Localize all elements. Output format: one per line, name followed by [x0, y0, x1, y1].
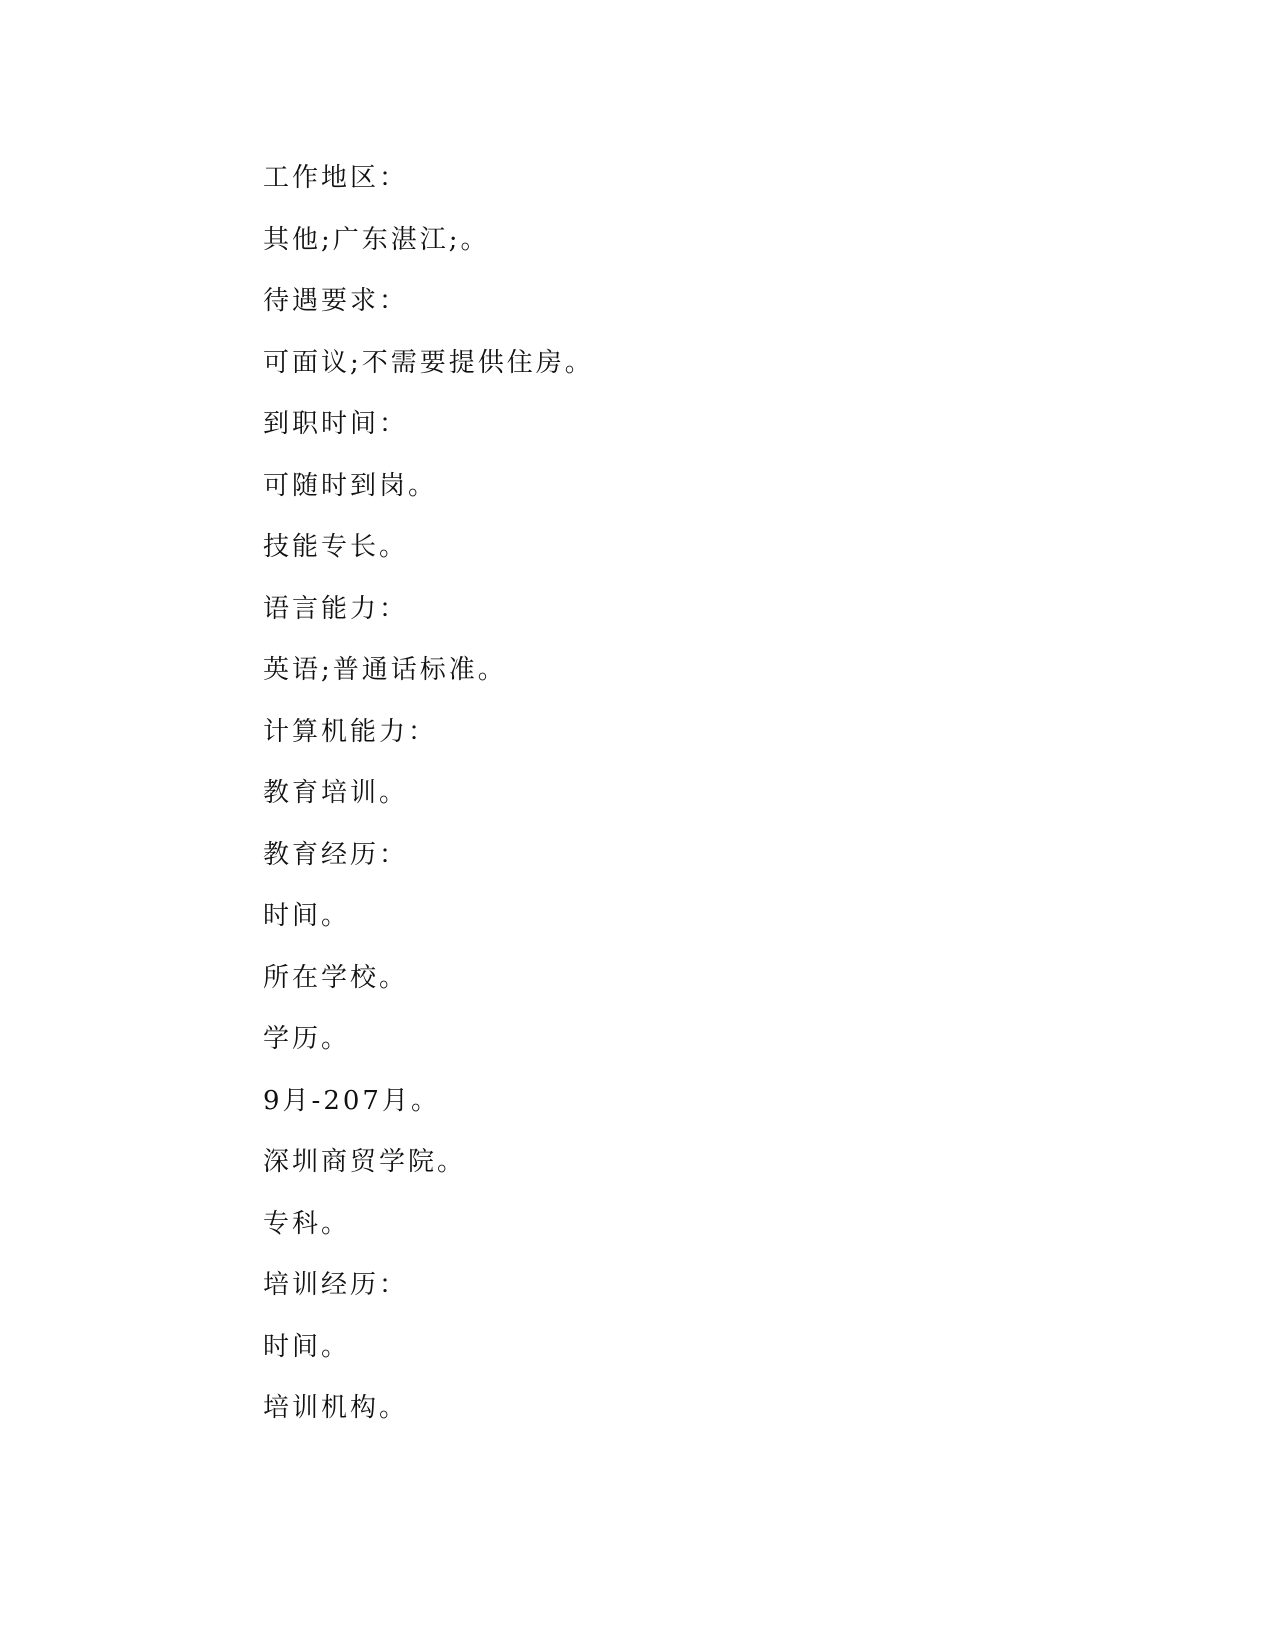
line-salary-label: 待遇要求： — [263, 286, 409, 316]
line-training-time-header: 时间。 — [263, 1331, 351, 1362]
line-start-date-value: 可随时到岗。 — [263, 470, 438, 501]
line-education-time-header: 时间。 — [263, 901, 351, 931]
line-training-label: 培训经历： — [263, 1270, 409, 1300]
line-education-time-value: 9月-207月。 — [263, 1085, 440, 1116]
line-education-degree-header: 学历。 — [263, 1024, 351, 1054]
line-skills-heading: 技能专长。 — [263, 532, 409, 562]
line-education-school-value: 深圳商贸学院。 — [263, 1147, 467, 1177]
document-body — [263, 163, 1163, 1455]
line-language-label: 语言能力： — [263, 593, 409, 624]
line-language-value: 英语;普通话标准。 — [263, 655, 507, 685]
line-training-institution-header: 培训机构。 — [263, 1393, 409, 1423]
line-computer-label: 计算机能力： — [263, 716, 438, 747]
line-work-region-label: 工作地区： — [263, 163, 409, 193]
line-work-region-value: 其他;广东湛江;。 — [263, 224, 490, 255]
line-education-school-header: 所在学校。 — [263, 962, 409, 993]
line-education-degree-value: 专科。 — [263, 1208, 351, 1239]
line-education-label: 教育经历： — [263, 839, 409, 870]
line-education-training-heading: 教育培训。 — [263, 778, 409, 808]
line-start-date-label: 到职时间： — [263, 409, 409, 439]
line-salary-value: 可面议;不需要提供住房。 — [263, 347, 594, 378]
